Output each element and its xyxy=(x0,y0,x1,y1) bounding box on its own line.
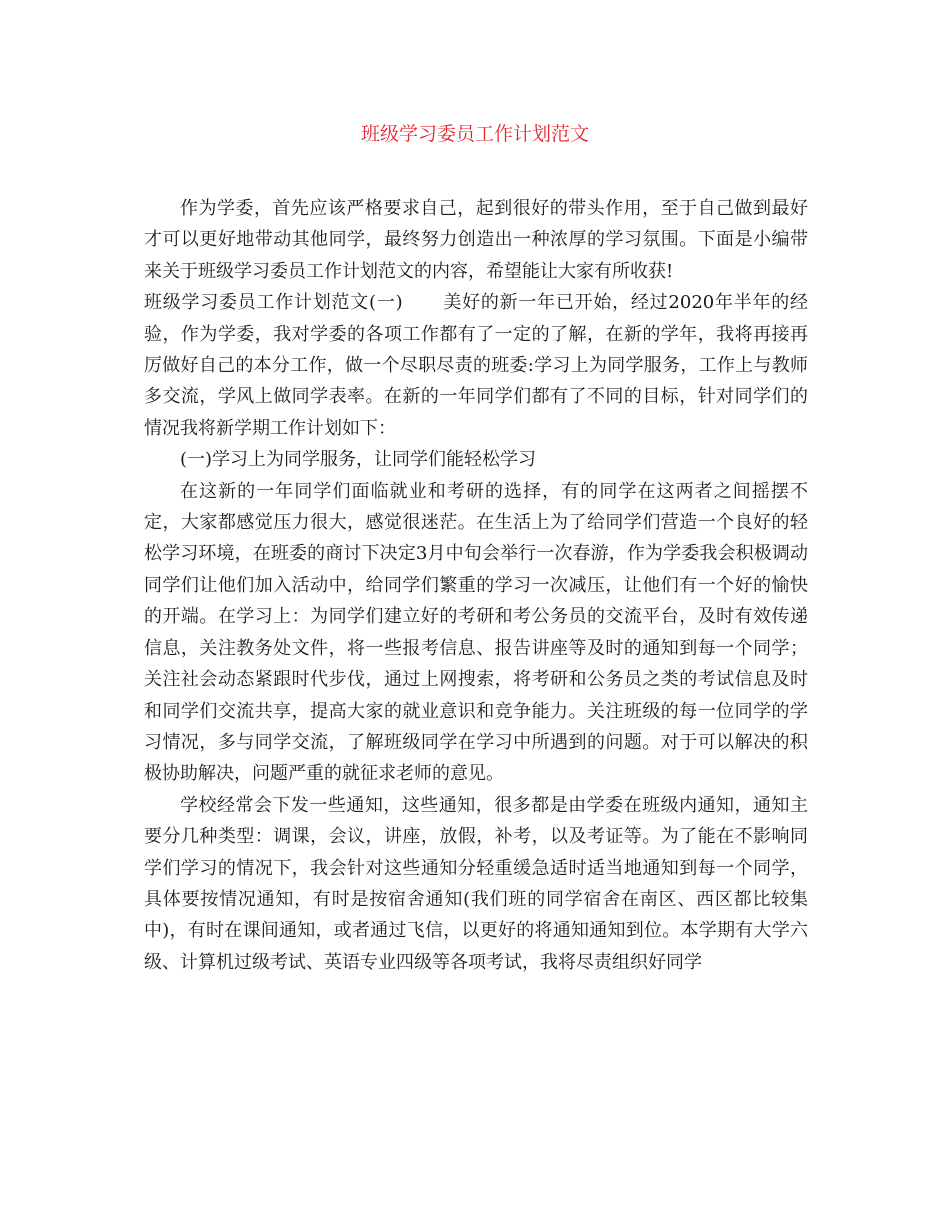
section-heading: 班级学习委员工作计划范文(一) xyxy=(144,292,403,314)
sub-heading: (一)学习上为同学服务，让同学们能轻松学习 xyxy=(180,449,537,471)
body-paragraph-2: 学校经常会下发一些通知，这些通知，很多都是由学委在班级内通知，通知主要分几种类型：调课，会议，讲座，放假，补考，以及考证等。为了能在不影响同学们学习的情况下，我会针对这些通知分轻重缓急适时适当地通知到每一个同学，具体要按情况通知，有时是按宿舍通知(我们班的同学宿舍在南区、西区都比较集中)，有时在课间通知，或者通过飞信，以更好的将通知通知到位。本学期有大学六级、计算机过级考试、英语专业四级等各项考试，我将尽责组织好同学 xyxy=(144,794,808,973)
intro-paragraph: 作为学委，首先应该严格要求自己，起到很好的带头作用，至于自己做到最好才可以更好地带动其他同学，最终努力创造出一种浓厚的学习氛围。下面是小编带来关于班级学习委员工作计划范文的内容，希望能让大家有所收获! xyxy=(144,198,808,282)
section-text: 美好的新一年已开始，经过2020年半年的经验，作为学委，我对学委的各项工作都有了一定的了解，在新的学年，我将再接再厉做好自己的本分工作，做一个尽职尽责的班委:学习上为同学服务，工作上与教师多交流，学风上做同学表率。在新的一年同学们都有了不同的目标，针对同学们的情况我将新学期工作计划如下： xyxy=(144,292,808,439)
document-body xyxy=(144,193,808,978)
document-title: 班级学习委员工作计划范文 xyxy=(360,123,589,145)
body-paragraph-1: 在这新的一年同学们面临就业和考研的选择，有的同学在这两者之间摇摆不定，大家都感觉压力很大，感觉很迷茫。在生活上为了给同学们营造一个良好的轻松学习环境，在班委的商讨下决定3月中旬会举行一次春游，作为学委我会积极调动同学们让他们加入活动中，给同学们繁重的学习一次减压，让他们有一个好的愉快的开端。在学习上：为同学们建立好的考研和考公务员的交流平台，及时有效传递信息，关注教务处文件，将一些报考信息、报告讲座等及时的通知到每一个同学；关注社会动态紧跟时代步伐，通过上网搜索，将考研和公务员之类的考试信息及时和同学们交流共享，提高大家的就业意识和竞争能力。关注班级的每一位同学的学习情况，多与同学交流，了解班级同学在学习中所遇到的问题。对于可以解决的积极协助解决，问题严重的就征求老师的意见。 xyxy=(144,480,808,785)
section-paragraph xyxy=(144,287,808,444)
